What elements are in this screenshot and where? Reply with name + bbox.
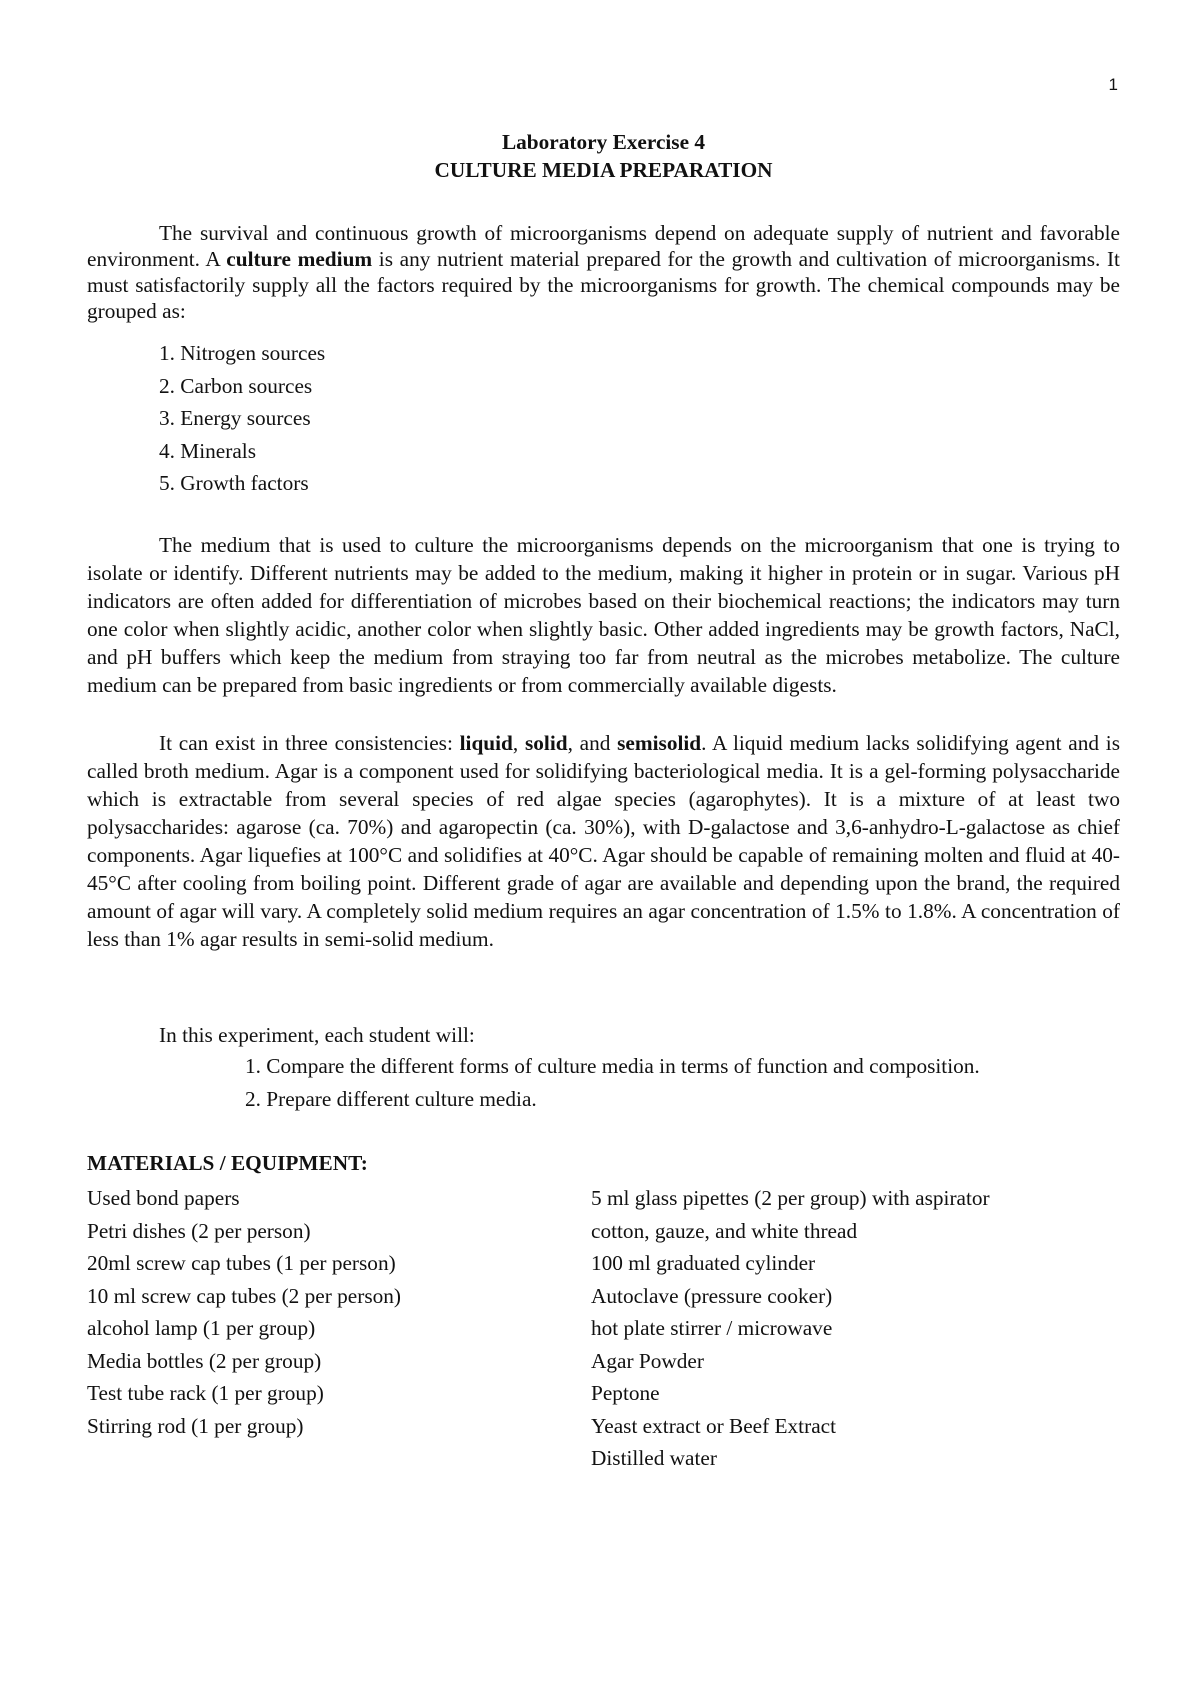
list-item: 5. Growth factors [159, 471, 309, 495]
solid-term: solid [524, 731, 568, 755]
liquid-term: liquid [459, 731, 513, 755]
list-item: Distilled water [591, 1446, 717, 1470]
intro-text-after: is any nutrient material prepared for the growth and cultivation of microorganisms. It must satisfactorily supply all the factors required by the microorganisms for growth. The chemical compounds may be grouped as: [87, 247, 1120, 323]
materials-left-column [87, 1182, 401, 1442]
compound-groups-list [159, 337, 325, 500]
separator-text: , [512, 731, 525, 755]
list-item: 20ml screw cap tubes (1 per person) [87, 1251, 396, 1275]
list-item: Media bottles (2 per group) [87, 1348, 322, 1373]
list-item: 2. Prepare different culture media. [245, 1086, 537, 1111]
objectives-list [245, 1050, 980, 1115]
list-item: Peptone [591, 1381, 660, 1405]
intro-paragraph [87, 220, 1120, 324]
objectives-intro: In this experiment, each student will: [159, 1023, 475, 1047]
list-item: 1. Nitrogen sources [159, 341, 326, 365]
exercise-title: Laboratory Exercise 4 [501, 130, 706, 154]
exercise-subtitle: CULTURE MEDIA PREPARATION [434, 158, 773, 182]
medium-paragraph-text: The medium that is used to culture the microorganisms depends on the microorganism that one is trying to isolate or identify. Different nutrients may be added to the medium, making it higher in protein or in sugar. Various pH indicators are often added for differentiation of microbes based on their biochemical reactions; the indicators may turn one color when slightly acidic, another color when slightly basic. Other added ingredients may be growth factors, NaCl, and pH buffers which keep the medium from straying too far from neutral as the microbes metabolize. The culture medium can be prepared from basic ingredients or from commercially available digests. [87, 533, 1120, 697]
list-item: Test tube rack (1 per group) [87, 1381, 324, 1405]
page-number: 1 [1108, 75, 1118, 94]
list-item: Petri dishes (2 per person) [87, 1218, 311, 1243]
list-item: 2. Carbon sources [159, 373, 313, 398]
consistency-intro: It can exist in three consistencies: [159, 731, 460, 755]
semisolid-term: semisolid [617, 731, 702, 755]
list-item: Autoclave (pressure cooker) [591, 1283, 833, 1308]
intro-text-before: The survival and continuous growth of microorganisms depend on adequate supply of nutrient and favorable environment. A [87, 221, 1120, 271]
document-header [87, 128, 1120, 184]
list-item: Agar Powder [591, 1348, 704, 1373]
culture-medium-term: culture medium [226, 247, 373, 271]
list-item: 5 ml glass pipettes (2 per group) with aspirator [591, 1186, 990, 1210]
list-item: alcohol lamp (1 per group) [87, 1316, 316, 1340]
list-item: 100 ml graduated cylinder [591, 1251, 816, 1275]
materials-heading: MATERIALS / EQUIPMENT: [87, 1151, 368, 1175]
separator-text: , and [567, 731, 618, 755]
list-item: Used bond papers [87, 1186, 240, 1210]
list-item: 3. Energy sources [159, 406, 311, 430]
list-item: 10 ml screw cap tubes (2 per person) [87, 1283, 402, 1308]
consistency-rest: . A liquid medium lacks solidifying agent and is called broth medium. Agar is a component used for solidifying bacteriological media. It is a gel-forming polysaccharide which is extractable from several species of red algae species (agarophytes). It is a mixture of at least two polysaccharides: agarose (ca. 70%) and agaropectin (ca. 30%), with D-galactose and 3,6-anhydro-L-galactose as chief components. Agar liquefies at 100°C and solidifies at 40°C. Agar should be capable of remaining molten and fluid at 40-45°C after cooling from boiling point. Different grade of agar are available and depending upon the brand, the required amount of agar will vary. A completely solid medium requires an agar concentration of 1.5% to 1.8%. A concentration of less than 1% agar results in semi-solid medium. [87, 731, 1120, 951]
list-item: Yeast extract or Beef Extract [591, 1413, 837, 1438]
consistency-paragraph [87, 729, 1120, 953]
list-item: 4. Minerals [159, 438, 257, 463]
list-item: hot plate stirrer / microwave [591, 1316, 833, 1340]
list-item: Stirring rod (1 per group) [87, 1413, 304, 1438]
list-item: 1. Compare the different forms of culture media in terms of function and composition. [245, 1054, 980, 1078]
materials-right-column [591, 1182, 990, 1475]
list-item: cotton, gauze, and white thread [591, 1218, 858, 1243]
medium-paragraph [87, 531, 1120, 699]
